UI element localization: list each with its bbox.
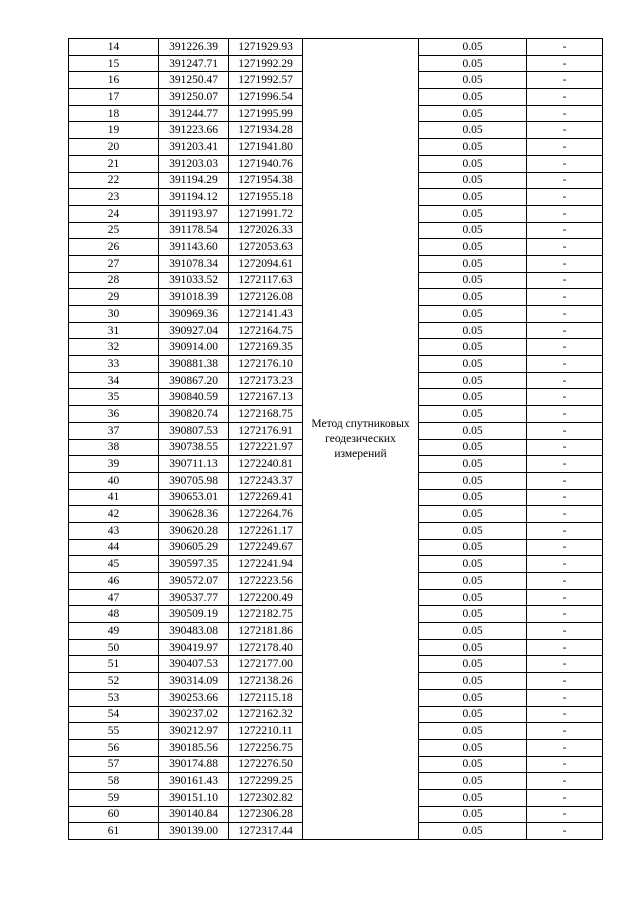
x-coordinate-cell: 390140.84 bbox=[159, 806, 229, 823]
note-cell: - bbox=[527, 306, 603, 323]
note-cell: - bbox=[527, 606, 603, 623]
x-coordinate-cell: 391193.97 bbox=[159, 205, 229, 222]
x-coordinate-cell: 391226.39 bbox=[159, 39, 229, 56]
point-number-cell: 18 bbox=[69, 105, 159, 122]
y-coordinate-cell: 1271991.72 bbox=[229, 205, 303, 222]
accuracy-cell: 0.05 bbox=[419, 773, 527, 790]
y-coordinate-cell: 1272141.43 bbox=[229, 306, 303, 323]
x-coordinate-cell: 390483.08 bbox=[159, 623, 229, 640]
accuracy-cell: 0.05 bbox=[419, 756, 527, 773]
note-cell: - bbox=[527, 573, 603, 590]
x-coordinate-cell: 391247.71 bbox=[159, 55, 229, 72]
point-number-cell: 33 bbox=[69, 356, 159, 373]
accuracy-cell: 0.05 bbox=[419, 272, 527, 289]
accuracy-cell: 0.05 bbox=[419, 472, 527, 489]
note-cell: - bbox=[527, 272, 603, 289]
x-coordinate-cell: 390174.88 bbox=[159, 756, 229, 773]
y-coordinate-cell: 1272241.94 bbox=[229, 556, 303, 573]
accuracy-cell: 0.05 bbox=[419, 89, 527, 106]
x-coordinate-cell: 390419.97 bbox=[159, 639, 229, 656]
note-cell: - bbox=[527, 539, 603, 556]
note-cell: - bbox=[527, 472, 603, 489]
point-number-cell: 39 bbox=[69, 456, 159, 473]
accuracy-cell: 0.05 bbox=[419, 556, 527, 573]
note-cell: - bbox=[527, 806, 603, 823]
x-coordinate-cell: 391250.47 bbox=[159, 72, 229, 89]
note-cell: - bbox=[527, 72, 603, 89]
table-row bbox=[69, 39, 603, 56]
accuracy-cell: 0.05 bbox=[419, 506, 527, 523]
note-cell: - bbox=[527, 522, 603, 539]
point-number-cell: 61 bbox=[69, 823, 159, 840]
accuracy-cell: 0.05 bbox=[419, 689, 527, 706]
note-cell: - bbox=[527, 623, 603, 640]
accuracy-cell: 0.05 bbox=[419, 239, 527, 256]
point-number-cell: 21 bbox=[69, 155, 159, 172]
x-coordinate-cell: 390969.36 bbox=[159, 306, 229, 323]
note-cell: - bbox=[527, 39, 603, 56]
point-number-cell: 32 bbox=[69, 339, 159, 356]
point-number-cell: 59 bbox=[69, 789, 159, 806]
accuracy-cell: 0.05 bbox=[419, 439, 527, 456]
x-coordinate-cell: 390711.13 bbox=[159, 456, 229, 473]
accuracy-cell: 0.05 bbox=[419, 172, 527, 189]
y-coordinate-cell: 1272126.08 bbox=[229, 289, 303, 306]
y-coordinate-cell: 1272177.00 bbox=[229, 656, 303, 673]
y-coordinate-cell: 1271940.76 bbox=[229, 155, 303, 172]
y-coordinate-cell: 1272276.50 bbox=[229, 756, 303, 773]
note-cell: - bbox=[527, 422, 603, 439]
accuracy-cell: 0.05 bbox=[419, 205, 527, 222]
y-coordinate-cell: 1272176.91 bbox=[229, 422, 303, 439]
x-coordinate-cell: 390314.09 bbox=[159, 673, 229, 690]
point-number-cell: 14 bbox=[69, 39, 159, 56]
x-coordinate-cell: 391223.66 bbox=[159, 122, 229, 139]
point-number-cell: 16 bbox=[69, 72, 159, 89]
point-number-cell: 58 bbox=[69, 773, 159, 790]
note-cell: - bbox=[527, 556, 603, 573]
y-coordinate-cell: 1272176.10 bbox=[229, 356, 303, 373]
note-cell: - bbox=[527, 155, 603, 172]
y-coordinate-cell: 1272306.28 bbox=[229, 806, 303, 823]
accuracy-cell: 0.05 bbox=[419, 539, 527, 556]
note-cell: - bbox=[527, 289, 603, 306]
accuracy-cell: 0.05 bbox=[419, 372, 527, 389]
x-coordinate-cell: 390927.04 bbox=[159, 322, 229, 339]
y-coordinate-cell: 1272026.33 bbox=[229, 222, 303, 239]
x-coordinate-cell: 390605.29 bbox=[159, 539, 229, 556]
point-number-cell: 35 bbox=[69, 389, 159, 406]
note-cell: - bbox=[527, 255, 603, 272]
y-coordinate-cell: 1272302.82 bbox=[229, 789, 303, 806]
point-number-cell: 60 bbox=[69, 806, 159, 823]
accuracy-cell: 0.05 bbox=[419, 823, 527, 840]
y-coordinate-cell: 1272181.86 bbox=[229, 623, 303, 640]
accuracy-cell: 0.05 bbox=[419, 39, 527, 56]
point-number-cell: 15 bbox=[69, 55, 159, 72]
note-cell: - bbox=[527, 823, 603, 840]
x-coordinate-cell: 391194.29 bbox=[159, 172, 229, 189]
point-number-cell: 23 bbox=[69, 189, 159, 206]
y-coordinate-cell: 1272256.75 bbox=[229, 739, 303, 756]
point-number-cell: 30 bbox=[69, 306, 159, 323]
point-number-cell: 27 bbox=[69, 255, 159, 272]
y-coordinate-cell: 1272261.17 bbox=[229, 522, 303, 539]
note-cell: - bbox=[527, 356, 603, 373]
accuracy-cell: 0.05 bbox=[419, 456, 527, 473]
y-coordinate-cell: 1272210.11 bbox=[229, 723, 303, 740]
x-coordinate-cell: 391250.07 bbox=[159, 89, 229, 106]
note-cell: - bbox=[527, 489, 603, 506]
point-number-cell: 48 bbox=[69, 606, 159, 623]
x-coordinate-cell: 390572.07 bbox=[159, 573, 229, 590]
point-number-cell: 22 bbox=[69, 172, 159, 189]
note-cell: - bbox=[527, 456, 603, 473]
y-coordinate-cell: 1272115.18 bbox=[229, 689, 303, 706]
accuracy-cell: 0.05 bbox=[419, 789, 527, 806]
point-number-cell: 50 bbox=[69, 639, 159, 656]
accuracy-cell: 0.05 bbox=[419, 389, 527, 406]
accuracy-cell: 0.05 bbox=[419, 606, 527, 623]
note-cell: - bbox=[527, 706, 603, 723]
accuracy-cell: 0.05 bbox=[419, 222, 527, 239]
x-coordinate-cell: 391018.39 bbox=[159, 289, 229, 306]
note-cell: - bbox=[527, 589, 603, 606]
y-coordinate-cell: 1272053.63 bbox=[229, 239, 303, 256]
x-coordinate-cell: 390840.59 bbox=[159, 389, 229, 406]
x-coordinate-cell: 390628.36 bbox=[159, 506, 229, 523]
point-number-cell: 45 bbox=[69, 556, 159, 573]
x-coordinate-cell: 390407.53 bbox=[159, 656, 229, 673]
accuracy-cell: 0.05 bbox=[419, 105, 527, 122]
x-coordinate-cell: 390253.66 bbox=[159, 689, 229, 706]
point-number-cell: 42 bbox=[69, 506, 159, 523]
accuracy-cell: 0.05 bbox=[419, 155, 527, 172]
x-coordinate-cell: 390161.43 bbox=[159, 773, 229, 790]
y-coordinate-cell: 1272264.76 bbox=[229, 506, 303, 523]
y-coordinate-cell: 1272200.49 bbox=[229, 589, 303, 606]
note-cell: - bbox=[527, 439, 603, 456]
point-number-cell: 38 bbox=[69, 439, 159, 456]
accuracy-cell: 0.05 bbox=[419, 339, 527, 356]
y-coordinate-cell: 1272240.81 bbox=[229, 456, 303, 473]
x-coordinate-cell: 390705.98 bbox=[159, 472, 229, 489]
y-coordinate-cell: 1272117.63 bbox=[229, 272, 303, 289]
note-cell: - bbox=[527, 739, 603, 756]
y-coordinate-cell: 1272162.32 bbox=[229, 706, 303, 723]
point-number-cell: 52 bbox=[69, 673, 159, 690]
accuracy-cell: 0.05 bbox=[419, 522, 527, 539]
point-number-cell: 51 bbox=[69, 656, 159, 673]
y-coordinate-cell: 1271996.54 bbox=[229, 89, 303, 106]
accuracy-cell: 0.05 bbox=[419, 489, 527, 506]
point-number-cell: 40 bbox=[69, 472, 159, 489]
point-number-cell: 55 bbox=[69, 723, 159, 740]
x-coordinate-cell: 390738.55 bbox=[159, 439, 229, 456]
accuracy-cell: 0.05 bbox=[419, 255, 527, 272]
y-coordinate-cell: 1272164.75 bbox=[229, 322, 303, 339]
y-coordinate-cell: 1272299.25 bbox=[229, 773, 303, 790]
y-coordinate-cell: 1272249.67 bbox=[229, 539, 303, 556]
accuracy-cell: 0.05 bbox=[419, 356, 527, 373]
x-coordinate-cell: 390139.00 bbox=[159, 823, 229, 840]
y-coordinate-cell: 1272167.13 bbox=[229, 389, 303, 406]
note-cell: - bbox=[527, 55, 603, 72]
note-cell: - bbox=[527, 789, 603, 806]
x-coordinate-cell: 391244.77 bbox=[159, 105, 229, 122]
point-number-cell: 47 bbox=[69, 589, 159, 606]
y-coordinate-cell: 1272138.26 bbox=[229, 673, 303, 690]
y-coordinate-cell: 1272269.41 bbox=[229, 489, 303, 506]
note-cell: - bbox=[527, 506, 603, 523]
y-coordinate-cell: 1271995.99 bbox=[229, 105, 303, 122]
point-number-cell: 19 bbox=[69, 122, 159, 139]
note-cell: - bbox=[527, 172, 603, 189]
x-coordinate-cell: 390807.53 bbox=[159, 422, 229, 439]
x-coordinate-cell: 390620.28 bbox=[159, 522, 229, 539]
point-number-cell: 20 bbox=[69, 139, 159, 156]
accuracy-cell: 0.05 bbox=[419, 623, 527, 640]
y-coordinate-cell: 1272173.23 bbox=[229, 372, 303, 389]
point-number-cell: 37 bbox=[69, 422, 159, 439]
x-coordinate-cell: 390597.35 bbox=[159, 556, 229, 573]
accuracy-cell: 0.05 bbox=[419, 289, 527, 306]
point-number-cell: 24 bbox=[69, 205, 159, 222]
x-coordinate-cell: 391194.12 bbox=[159, 189, 229, 206]
y-coordinate-cell: 1272223.56 bbox=[229, 573, 303, 590]
x-coordinate-cell: 390212.97 bbox=[159, 723, 229, 740]
point-number-cell: 41 bbox=[69, 489, 159, 506]
point-number-cell: 56 bbox=[69, 739, 159, 756]
accuracy-cell: 0.05 bbox=[419, 72, 527, 89]
x-coordinate-cell: 390151.10 bbox=[159, 789, 229, 806]
note-cell: - bbox=[527, 372, 603, 389]
note-cell: - bbox=[527, 673, 603, 690]
y-coordinate-cell: 1271992.29 bbox=[229, 55, 303, 72]
accuracy-cell: 0.05 bbox=[419, 706, 527, 723]
y-coordinate-cell: 1271929.93 bbox=[229, 39, 303, 56]
note-cell: - bbox=[527, 105, 603, 122]
accuracy-cell: 0.05 bbox=[419, 639, 527, 656]
y-coordinate-cell: 1272168.75 bbox=[229, 406, 303, 423]
note-cell: - bbox=[527, 639, 603, 656]
point-number-cell: 17 bbox=[69, 89, 159, 106]
accuracy-cell: 0.05 bbox=[419, 723, 527, 740]
accuracy-cell: 0.05 bbox=[419, 55, 527, 72]
x-coordinate-cell: 391143.60 bbox=[159, 239, 229, 256]
y-coordinate-cell: 1272243.37 bbox=[229, 472, 303, 489]
point-number-cell: 49 bbox=[69, 623, 159, 640]
x-coordinate-cell: 391203.41 bbox=[159, 139, 229, 156]
note-cell: - bbox=[527, 139, 603, 156]
accuracy-cell: 0.05 bbox=[419, 322, 527, 339]
y-coordinate-cell: 1272169.35 bbox=[229, 339, 303, 356]
point-number-cell: 28 bbox=[69, 272, 159, 289]
y-coordinate-cell: 1272182.75 bbox=[229, 606, 303, 623]
coordinates-table bbox=[68, 38, 603, 840]
point-number-cell: 53 bbox=[69, 689, 159, 706]
accuracy-cell: 0.05 bbox=[419, 122, 527, 139]
point-number-cell: 54 bbox=[69, 706, 159, 723]
note-cell: - bbox=[527, 389, 603, 406]
accuracy-cell: 0.05 bbox=[419, 422, 527, 439]
x-coordinate-cell: 390881.38 bbox=[159, 356, 229, 373]
x-coordinate-cell: 391033.52 bbox=[159, 272, 229, 289]
note-cell: - bbox=[527, 122, 603, 139]
y-coordinate-cell: 1271934.28 bbox=[229, 122, 303, 139]
note-cell: - bbox=[527, 205, 603, 222]
point-number-cell: 29 bbox=[69, 289, 159, 306]
x-coordinate-cell: 390537.77 bbox=[159, 589, 229, 606]
note-cell: - bbox=[527, 406, 603, 423]
accuracy-cell: 0.05 bbox=[419, 656, 527, 673]
note-cell: - bbox=[527, 723, 603, 740]
note-cell: - bbox=[527, 89, 603, 106]
accuracy-cell: 0.05 bbox=[419, 573, 527, 590]
x-coordinate-cell: 391078.34 bbox=[159, 255, 229, 272]
note-cell: - bbox=[527, 322, 603, 339]
x-coordinate-cell: 390237.02 bbox=[159, 706, 229, 723]
x-coordinate-cell: 390185.56 bbox=[159, 739, 229, 756]
accuracy-cell: 0.05 bbox=[419, 673, 527, 690]
x-coordinate-cell: 390653.01 bbox=[159, 489, 229, 506]
y-coordinate-cell: 1272094.61 bbox=[229, 255, 303, 272]
x-coordinate-cell: 391203.03 bbox=[159, 155, 229, 172]
point-number-cell: 34 bbox=[69, 372, 159, 389]
point-number-cell: 57 bbox=[69, 756, 159, 773]
accuracy-cell: 0.05 bbox=[419, 306, 527, 323]
point-number-cell: 31 bbox=[69, 322, 159, 339]
point-number-cell: 44 bbox=[69, 539, 159, 556]
x-coordinate-cell: 391178.54 bbox=[159, 222, 229, 239]
accuracy-cell: 0.05 bbox=[419, 189, 527, 206]
note-cell: - bbox=[527, 222, 603, 239]
note-cell: - bbox=[527, 239, 603, 256]
note-cell: - bbox=[527, 656, 603, 673]
point-number-cell: 46 bbox=[69, 573, 159, 590]
y-coordinate-cell: 1271954.38 bbox=[229, 172, 303, 189]
y-coordinate-cell: 1272178.40 bbox=[229, 639, 303, 656]
y-coordinate-cell: 1271955.18 bbox=[229, 189, 303, 206]
point-number-cell: 26 bbox=[69, 239, 159, 256]
note-cell: - bbox=[527, 689, 603, 706]
accuracy-cell: 0.05 bbox=[419, 406, 527, 423]
note-cell: - bbox=[527, 756, 603, 773]
method-cell: Метод спутниковых геодезических измерений bbox=[303, 39, 419, 840]
accuracy-cell: 0.05 bbox=[419, 589, 527, 606]
x-coordinate-cell: 390820.74 bbox=[159, 406, 229, 423]
y-coordinate-cell: 1271992.57 bbox=[229, 72, 303, 89]
y-coordinate-cell: 1272317.44 bbox=[229, 823, 303, 840]
y-coordinate-cell: 1271941.80 bbox=[229, 139, 303, 156]
x-coordinate-cell: 390867.20 bbox=[159, 372, 229, 389]
point-number-cell: 25 bbox=[69, 222, 159, 239]
coordinates-table-body bbox=[69, 39, 603, 840]
accuracy-cell: 0.05 bbox=[419, 739, 527, 756]
note-cell: - bbox=[527, 189, 603, 206]
y-coordinate-cell: 1272221.97 bbox=[229, 439, 303, 456]
x-coordinate-cell: 390914.00 bbox=[159, 339, 229, 356]
note-cell: - bbox=[527, 339, 603, 356]
point-number-cell: 36 bbox=[69, 406, 159, 423]
x-coordinate-cell: 390509.19 bbox=[159, 606, 229, 623]
point-number-cell: 43 bbox=[69, 522, 159, 539]
accuracy-cell: 0.05 bbox=[419, 139, 527, 156]
note-cell: - bbox=[527, 773, 603, 790]
accuracy-cell: 0.05 bbox=[419, 806, 527, 823]
